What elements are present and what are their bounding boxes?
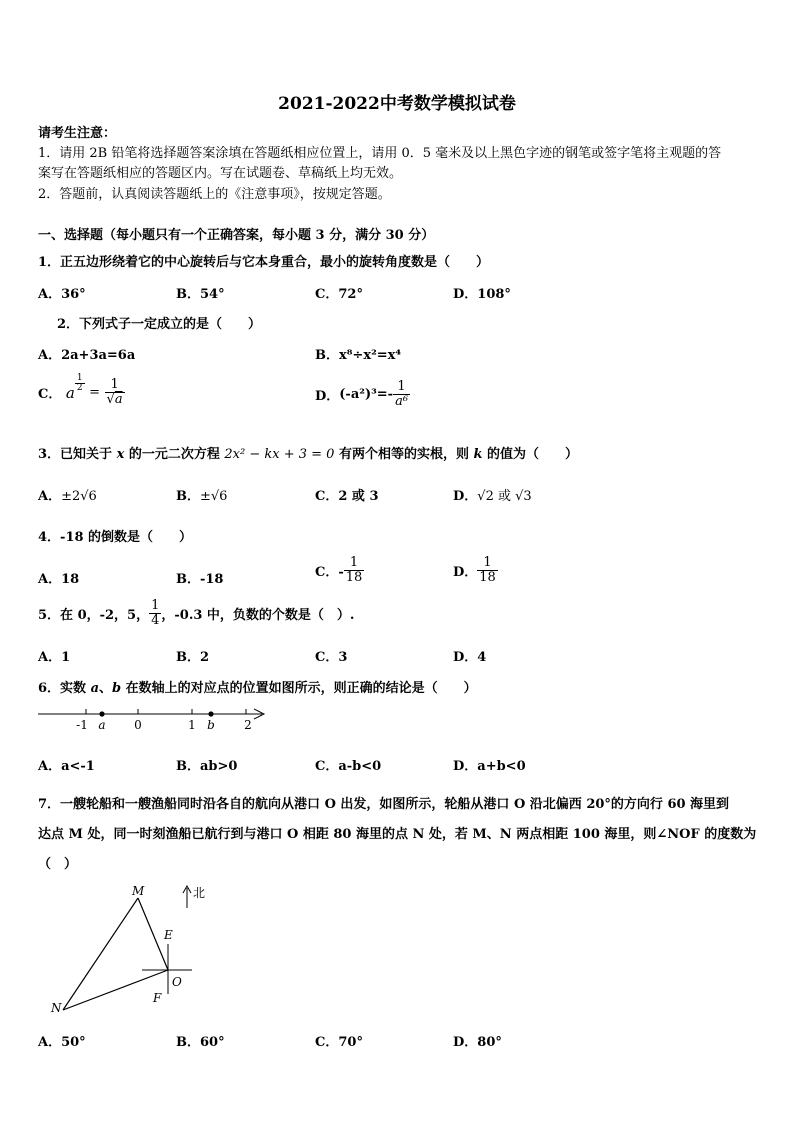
- q3-option-a: [38, 485, 97, 504]
- axis-label-minus-1: -1: [76, 718, 88, 732]
- q2-c-num: 1: [110, 377, 119, 392]
- q6-option-d: D．a+b<0: [453, 759, 526, 774]
- q7-option-c: C．70°: [315, 1035, 363, 1050]
- q2-c-exp-num: 1: [76, 372, 83, 383]
- q3-option-a-label: A．: [38, 489, 62, 504]
- q4-option-c: [315, 556, 364, 585]
- q3-stem-part-2: 的一元二次方程: [124, 447, 225, 462]
- q6-var-b: b: [112, 681, 122, 696]
- number-line-figure: [36, 704, 270, 734]
- q2-option-d-label: D．: [315, 389, 340, 404]
- axis-label-2: 2: [244, 718, 252, 732]
- q4-c-num: 1: [349, 555, 359, 570]
- q6-separator: 、: [99, 681, 113, 696]
- q3-var-k: k: [473, 447, 483, 462]
- q3-stem-part-4: 的值为（ ）: [482, 447, 579, 462]
- q6-var-a: a: [90, 681, 100, 696]
- label-e: E: [164, 928, 173, 942]
- q5-frac-den: 4: [151, 613, 160, 628]
- q4-d-num: 1: [483, 555, 492, 570]
- point-a: [99, 711, 104, 716]
- q7-option-a: A．50°: [38, 1035, 86, 1050]
- q6-option-c: C．a-b<0: [315, 759, 382, 774]
- q5-frac-num: 1: [151, 598, 160, 613]
- question-1-stem: 1．正五边形绕着它的中心旋转后与它本身重合，最小的旋转角度数是（ ）: [38, 255, 490, 270]
- notice-line-1: 1．请用 2B 铅笔将选择题答案涂填在答题纸相应位置上，请用 0．5 毫米及以上黑色字迹的钢笔或签字笔将主观题的答: [38, 146, 722, 161]
- q1-option-c: C．72°: [315, 287, 363, 302]
- q6-stem-part-1: 6．实数: [38, 681, 91, 696]
- q2-option-c-label: C．: [38, 387, 62, 402]
- q5-option-b: B．2: [176, 650, 210, 665]
- question-4-stem: 4．-18 的倒数是（ ）: [38, 530, 193, 545]
- page-title: 2021-2022中考数学模拟试卷: [278, 94, 516, 114]
- point-b: [208, 711, 213, 716]
- question-7-line-1: 7．一艘轮船和一艘渔船同时沿各自的航向从港口 O 出发，如图所示，轮船从港口 O 沿北偏西 20°的方向行 60 海里到: [38, 797, 730, 812]
- q2-c-den: a: [114, 392, 123, 407]
- q5-option-d: D．4: [453, 650, 487, 665]
- q5-option-c: C．3: [315, 650, 348, 665]
- q2-option-b: B．x⁸÷x²=x⁴: [315, 348, 402, 363]
- q6-option-a: A．a<-1: [38, 759, 95, 774]
- question-5-stem: [38, 599, 354, 628]
- q4-d-den: 18: [479, 570, 496, 585]
- q3-option-d-value: √2 或 √3: [477, 489, 532, 504]
- q2-c-equals: =: [89, 385, 101, 400]
- bearing-triangle-figure: [40, 878, 220, 1018]
- q2-d-expr: (-a²)³=-: [339, 387, 394, 402]
- q5-option-a: A．1: [38, 650, 71, 665]
- q2-d-den: a⁶: [395, 394, 409, 409]
- q2-c-exp-den: 2: [76, 382, 83, 393]
- question-6-stem: [38, 677, 477, 696]
- q3-var-x: x: [116, 447, 125, 462]
- q3-equation: 2x² − kx + 3 = 0: [224, 447, 335, 462]
- q4-c-den: 18: [345, 570, 363, 585]
- q5-stem-part-1: 5．在 0，-2，5，: [38, 608, 150, 623]
- q4-option-d: [453, 556, 498, 585]
- q3-stem-part-1: 3．已知关于: [38, 447, 117, 462]
- axis-label-0: 0: [134, 718, 142, 732]
- label-f: F: [153, 991, 162, 1005]
- q4-option-b: B．-18: [176, 572, 224, 587]
- question-7-line-2: 达点 M 处，同一时刻渔船已航行到与港口 O 相距 80 海里的点 N 处，若 M、N 两点相距 100 海里，则∠NOF 的度数为: [38, 827, 757, 842]
- q4-option-d-label: D．: [453, 565, 478, 580]
- notice-line-2: 案写在答题纸相应的答题区内。写在试题卷、草稿纸上均无效。: [38, 166, 403, 181]
- q7-option-b: B．60°: [176, 1035, 225, 1050]
- label-o: O: [172, 975, 182, 989]
- q1-option-d: D．108°: [453, 287, 511, 302]
- q3-option-b: [176, 485, 227, 504]
- q4-option-c-label: C．-: [315, 565, 344, 580]
- question-3-stem: [38, 443, 578, 462]
- label-n: N: [51, 1001, 62, 1015]
- q2-option-c: C． a $\frac{1}{2}$ = $\frac{1}{√a}$: [38, 372, 123, 407]
- q3-option-b-label: B．: [176, 489, 200, 504]
- q2-option-d: [315, 380, 410, 409]
- q2-c-base: a: [65, 383, 75, 402]
- axis-label-1: 1: [188, 718, 196, 732]
- q3-option-a-value: ±2√6: [61, 489, 97, 504]
- question-7-line-3: （ ）: [38, 857, 78, 872]
- north-label: 北: [193, 886, 206, 900]
- q2-option-a: A．2a+3a=6a: [38, 348, 136, 363]
- q6-option-b: B．ab>0: [176, 759, 238, 774]
- q6-stem-part-2: 在数轴上的对应点的位置如图所示，则正确的结论是（ ）: [121, 681, 477, 696]
- question-2-stem: 2．下列式子一定成立的是（ ）: [57, 317, 262, 332]
- axis-label-a: a: [98, 718, 106, 732]
- q3-option-b-value: ±√6: [200, 489, 228, 504]
- axis-label-b: b: [207, 718, 215, 732]
- q3-option-d: [453, 485, 532, 504]
- label-m: M: [132, 884, 145, 898]
- notice-heading: 请考生注意：: [38, 126, 117, 141]
- q1-option-b: B．54°: [176, 287, 225, 302]
- q3-stem-part-3: 有两个相等的实根，则: [334, 447, 474, 462]
- q4-option-a: A．18: [38, 572, 80, 587]
- notice-line-3: 2．答题前，认真阅读答题纸上的《注意事项》，按规定答题。: [38, 187, 391, 202]
- q1-option-a: A．36°: [38, 287, 86, 302]
- section-heading: 一、选择题（每小题只有一个正确答案，每小题 3 分，满分 30 分）: [38, 228, 435, 243]
- q5-stem-part-2: ，-0.3 中，负数的个数是（ ）.: [161, 608, 355, 623]
- q7-option-d: D．80°: [453, 1035, 502, 1050]
- q3-option-c: C．2 或 3: [315, 489, 379, 504]
- q3-option-d-label: D．: [453, 489, 478, 504]
- q2-d-num: 1: [397, 379, 406, 394]
- segment-mn: [63, 898, 138, 1010]
